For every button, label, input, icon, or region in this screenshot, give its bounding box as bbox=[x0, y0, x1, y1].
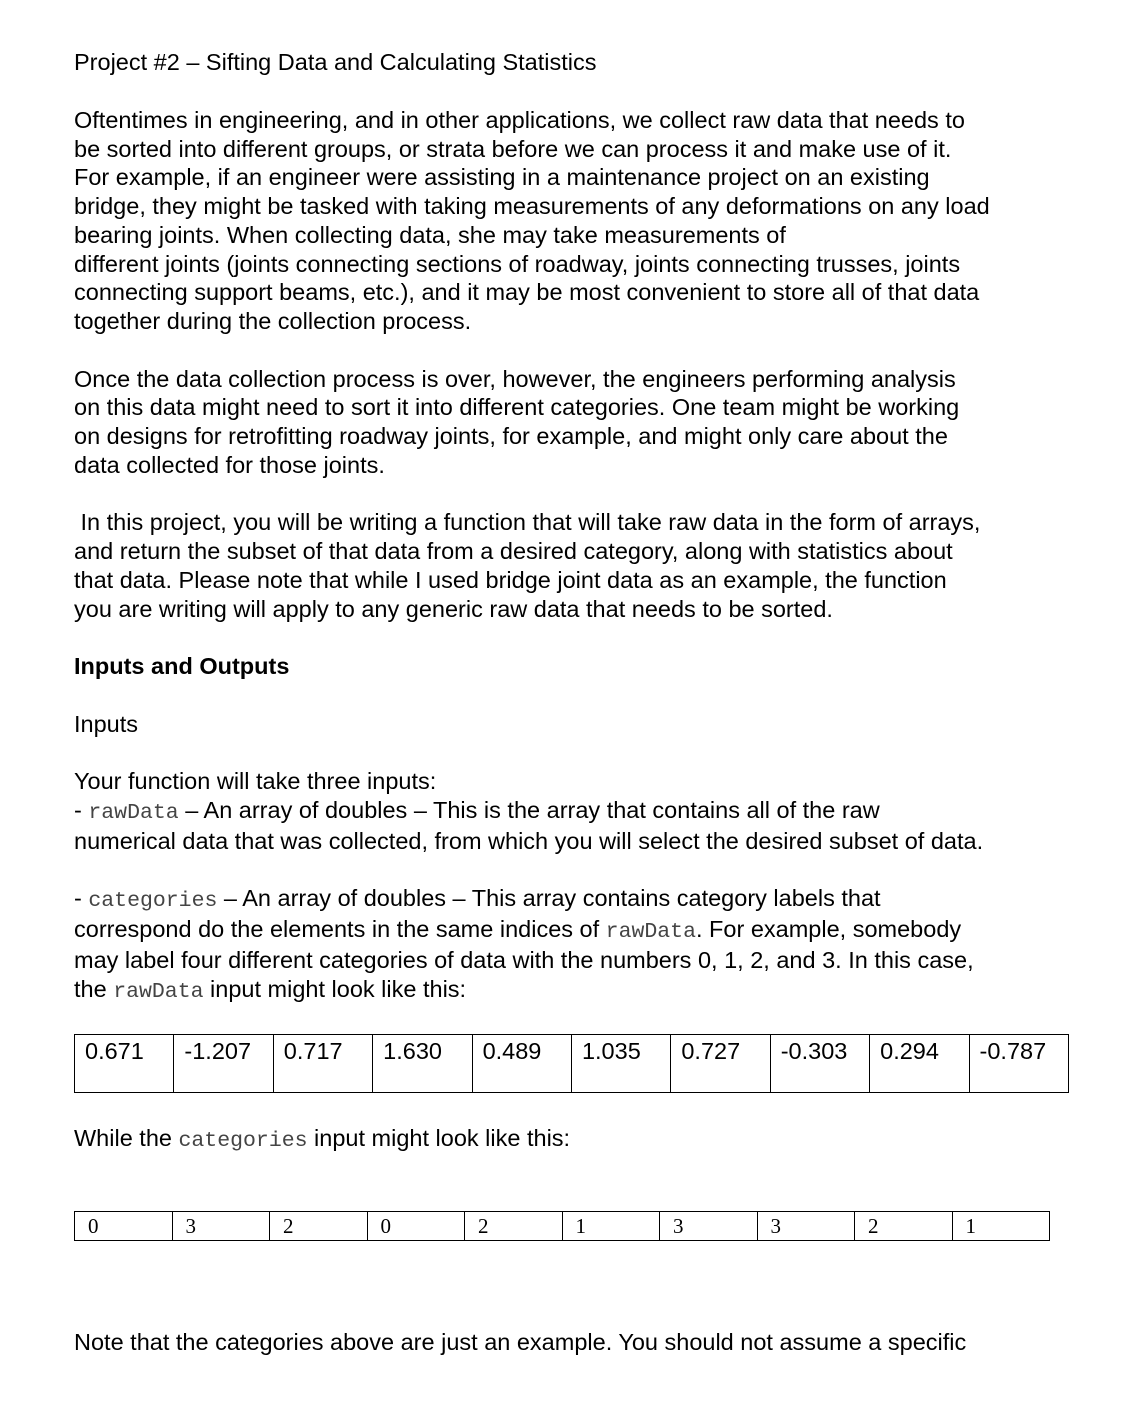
bullet-dash: - bbox=[74, 797, 89, 823]
text-line: be sorted into different groups, or strata before we can process it and make use of it. bbox=[74, 136, 952, 162]
text-line bbox=[74, 915, 961, 947]
table-cell: 0.671 bbox=[75, 1035, 174, 1093]
heading-inputs-outputs: Inputs and Outputs bbox=[74, 653, 290, 679]
table-cell: 1.630 bbox=[373, 1035, 472, 1093]
text-span: While the bbox=[74, 1125, 179, 1151]
code-categories: categories bbox=[178, 1129, 308, 1153]
table-cell: 2 bbox=[465, 1212, 563, 1241]
text-line: on this data might need to sort it into different categories. One team might be working bbox=[74, 394, 960, 420]
text-line: you are writing will apply to any generic raw data that needs to be sorted. bbox=[74, 596, 833, 622]
table-cell: -0.303 bbox=[770, 1035, 869, 1093]
text-span: input might look like this: bbox=[203, 976, 467, 1002]
table-cell: 3 bbox=[660, 1212, 758, 1241]
categories-table bbox=[74, 1211, 1050, 1241]
text-line: that data. Please note that while I used bridge joint data as an example, the function bbox=[74, 567, 947, 593]
table-cell: 1.035 bbox=[571, 1035, 670, 1093]
table-cell: 0 bbox=[75, 1212, 173, 1241]
table-row bbox=[75, 1035, 1069, 1093]
text-line: different joints (joints connecting sections of roadway, joints connecting trusses, joints bbox=[74, 251, 961, 277]
code-categories: categories bbox=[88, 889, 218, 913]
table-row bbox=[75, 1212, 1050, 1241]
rawdata-description bbox=[74, 796, 880, 828]
text-span: input might look like this: bbox=[307, 1125, 571, 1151]
text-line: on designs for retrofitting roadway joints, for example, and might only care about the bbox=[74, 423, 948, 449]
note-line: Note that the categories above are just an example. You should not assume a specific bbox=[74, 1329, 967, 1355]
code-rawdata: rawData bbox=[88, 801, 179, 825]
text-line bbox=[74, 975, 466, 1007]
categories-description bbox=[74, 884, 881, 916]
table-cell: -0.787 bbox=[969, 1035, 1068, 1093]
text-line: numerical data that was collected, from which you will select the desired subset of data. bbox=[74, 828, 984, 854]
text-line: bearing joints. When collecting data, she may take measurements of bbox=[74, 222, 786, 248]
code-rawdata: rawData bbox=[113, 980, 204, 1004]
text-line: data collected for those joints. bbox=[74, 452, 385, 478]
table-cell: 1 bbox=[562, 1212, 660, 1241]
table-cell: 2 bbox=[855, 1212, 953, 1241]
table-cell: 0.717 bbox=[273, 1035, 372, 1093]
text-line: Oftentimes in engineering, and in other applications, we collect raw data that needs to bbox=[74, 107, 965, 133]
text-line: bridge, they might be tasked with taking measurements of any deformations on any load bbox=[74, 193, 990, 219]
text-line: connecting support beams, etc.), and it may be most convenient to store all of that data bbox=[74, 279, 980, 305]
table-cell: 2 bbox=[270, 1212, 368, 1241]
inputs-intro: Your function will take three inputs: bbox=[74, 768, 437, 794]
table-cell: 0.489 bbox=[472, 1035, 571, 1093]
bullet-dash: - bbox=[74, 885, 89, 911]
table-cell: 3 bbox=[172, 1212, 270, 1241]
table-cell: -1.207 bbox=[174, 1035, 273, 1093]
rawdata-table bbox=[74, 1034, 1069, 1093]
text-line: Once the data collection process is over, however, the engineers performing analysis bbox=[74, 366, 956, 392]
table-cell: 0 bbox=[367, 1212, 465, 1241]
text-span: – An array of doubles – This is the array that contains all of the raw bbox=[178, 797, 880, 823]
text-line: and return the subset of that data from a desired category, along with statistics about bbox=[74, 538, 953, 564]
text-span: – An array of doubles – This array contains category labels that bbox=[217, 885, 881, 911]
table-cell: 0.294 bbox=[870, 1035, 969, 1093]
table-cell: 3 bbox=[757, 1212, 855, 1241]
text-line: together during the collection process. bbox=[74, 308, 472, 334]
text-line: In this project, you will be writing a function that will take raw data in the form of arrays, bbox=[74, 509, 981, 535]
table-cell: 0.727 bbox=[671, 1035, 770, 1093]
table-cell: 1 bbox=[952, 1212, 1050, 1241]
document-title: Project #2 – Sifting Data and Calculating Statistics bbox=[74, 49, 597, 75]
text-span: correspond do the elements in the same indices of bbox=[74, 916, 606, 942]
text-span: . For example, somebody bbox=[696, 916, 962, 942]
code-rawdata: rawData bbox=[605, 920, 696, 944]
text-line: For example, if an engineer were assisting in a maintenance project on an existing bbox=[74, 164, 930, 190]
text-line: may label four different categories of data with the numbers 0, 1, 2, and 3. In this case, bbox=[74, 947, 974, 973]
categories-intro-line bbox=[74, 1124, 570, 1156]
heading-inputs: Inputs bbox=[74, 711, 139, 737]
text-span: the bbox=[74, 976, 114, 1002]
